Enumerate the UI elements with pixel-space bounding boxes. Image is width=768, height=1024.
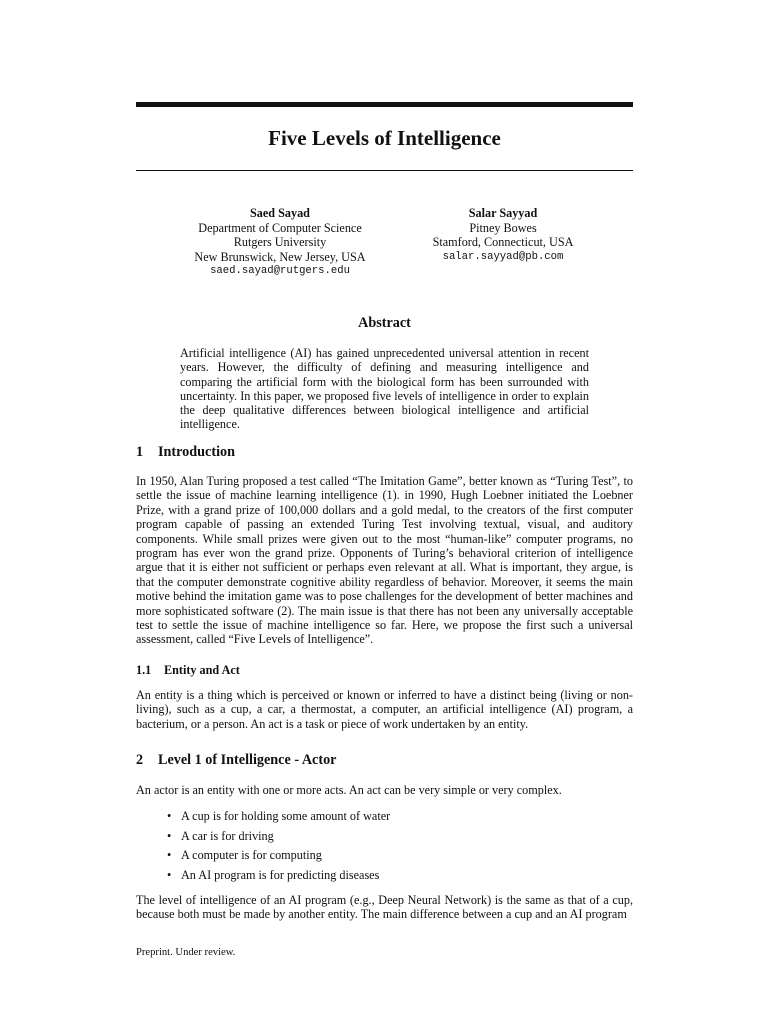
bullet-icon: • <box>167 809 172 823</box>
author-block-1 <box>170 206 390 279</box>
entity-act-paragraph: An entity is a thing which is perceived or known or inferred to have a distinct being (living or non-living), such as a cup, a car, a thermostat, a computer, an artificial intelligence (AI) program, a bacterium, or a person. An act is a task or piece of work undertaken by an entity. <box>136 688 633 731</box>
section-title: Entity and Act <box>164 663 240 677</box>
list-item: • An AI program is for predicting diseases <box>167 867 380 882</box>
top-rule <box>136 102 633 107</box>
list-item: • A cup is for holding some amount of water <box>167 809 391 823</box>
list-item: • A computer is for computing <box>167 848 322 862</box>
section-number: 1 <box>136 444 144 460</box>
level-1-paragraph-continued: The level of intelligence of an AI program (e.g., Deep Neural Network) is the same as that of a cup, because both must be made by another entity. The main difference between a cup and an AI program <box>136 893 633 922</box>
title-rule <box>136 170 633 171</box>
actor-examples-list <box>164 809 564 887</box>
abstract-text: Artificial intelligence (AI) has gained unprecedented universal attention in recent years. However, the difficulty of defining and measuring intelligence and comparing the artificial form with the biological form has been surrounded with uncertainty. In this paper, we proposed five levels of intelligence in order to explain the deep qualitative differences between biological intelligence and artificial intelligence. <box>180 346 589 432</box>
level-1-paragraph: An actor is an entity with one or more acts. An act can be very simple or very complex. <box>136 783 562 797</box>
section-title: Level 1 of Intelligence - Actor <box>158 752 337 768</box>
subsection-heading-entity-and-act <box>136 663 240 678</box>
section-title: Introduction <box>158 444 235 460</box>
author-affiliation: Stamford, Connecticut, USA <box>432 235 574 249</box>
list-item: • A car is for driving <box>167 828 274 843</box>
author-affiliation: Pitney Bowes <box>469 220 537 235</box>
section-number: 1.1 <box>136 663 152 677</box>
preprint-footer: Preprint. Under review. <box>136 947 236 958</box>
paper-title: Five Levels of Intelligence <box>268 126 501 150</box>
author-email: salar.sayyad@pb.com <box>442 250 564 263</box>
abstract-heading: Abstract <box>358 315 411 331</box>
author-affiliation: New Brunswick, New Jersey, USA <box>194 249 366 264</box>
introduction-paragraph: In 1950, Alan Turing proposed a test called “The Imitation Game”, better known as “Turing Test”, to settle the issue of machine learning intelligence (1). in 1990, Hugh Loebner initiated the Loebner Prize, with a grand prize of 100,000 dollars and a gold medal, to the creators of the first computer program capable of passing an extended Turing Test involving textual, visual, and auditory components. While small prizes were given out to the most “human-like” computer programs, no program has ever won the grand prize. Opponents of Turing’s behavioral criterion of intelligence argue that it is either not sufficient or perhaps even relevant at all. What is important, they argue, is that the computer demonstrate cognitive ability regardless of behavior. Moreover, it seems the main motive behind the imitation game was to pose challenges for the development of better machines and more sophisticated software (2). The main issue is that there has not been any universally acceptable test to settle the issue of machine intelligence so far. Here, we propose the first such a universal assessment, called “Five Levels of Intelligence”. <box>136 474 633 647</box>
author-name: Salar Sayyad <box>468 206 538 220</box>
section-heading-level-1 <box>136 751 336 769</box>
author-block-2 <box>392 206 614 264</box>
bullet-icon: • <box>167 848 172 862</box>
author-email: saed.sayad@rutgers.edu <box>210 265 350 277</box>
author-affiliation: Department of Computer Science <box>198 220 362 235</box>
bullet-icon: • <box>167 867 172 882</box>
author-affiliation: Rutgers University <box>233 235 327 249</box>
section-heading-introduction <box>136 443 235 461</box>
author-name: Saed Sayad <box>250 206 310 220</box>
section-number: 2 <box>136 752 144 768</box>
bullet-icon: • <box>167 828 172 843</box>
